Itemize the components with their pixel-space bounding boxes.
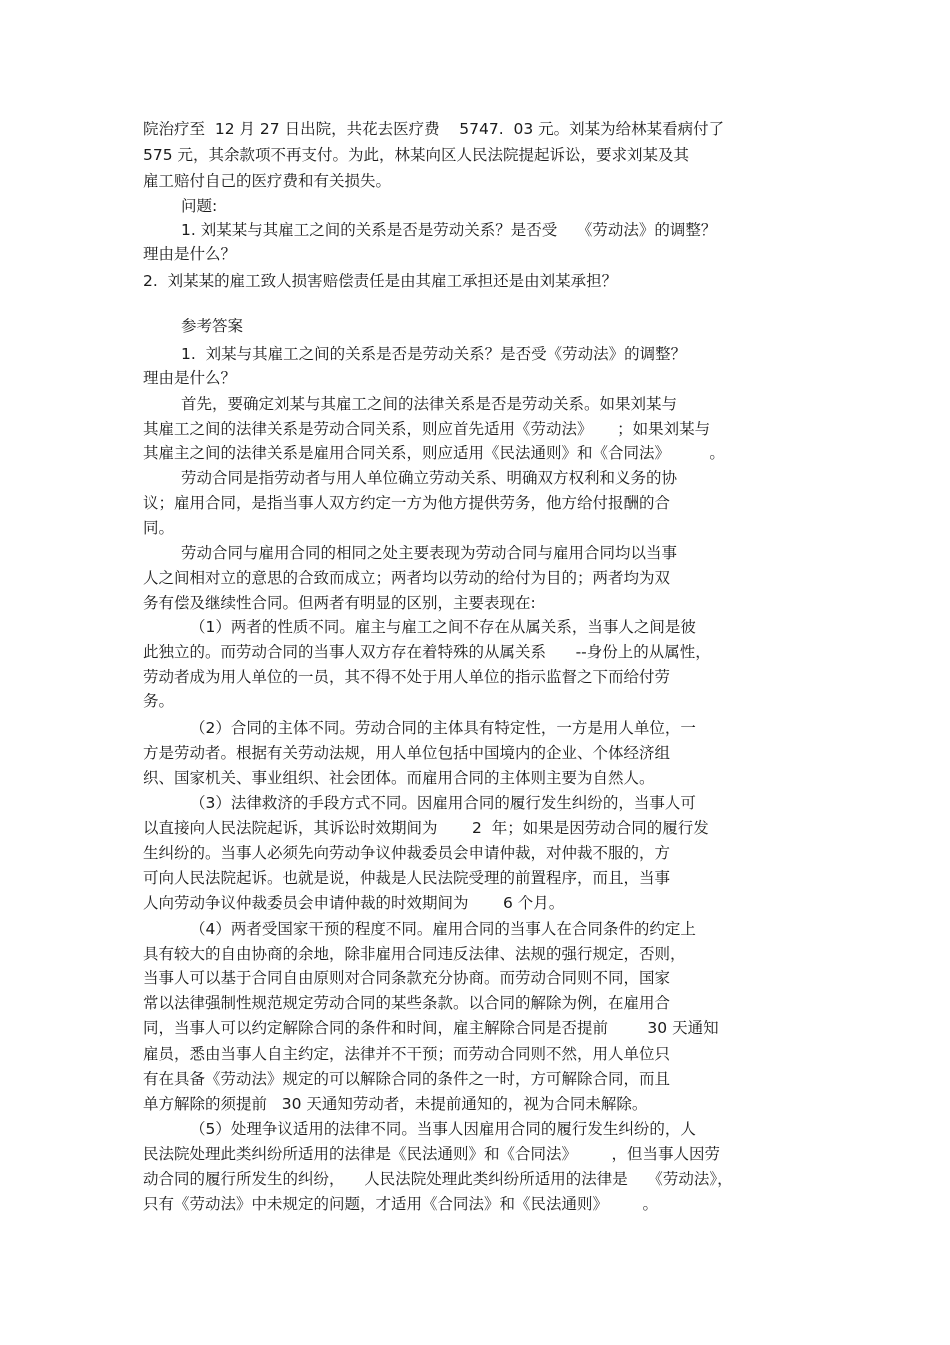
question-2: 2. 刘某某的雇工致人损害赔偿责任是由其雇工承担还是由刘某承担？	[143, 272, 618, 290]
text-line: 同。	[143, 519, 175, 537]
text-line: 人向劳动争议仲裁委员会申请仲裁的时效期间为 6 个月。	[143, 894, 565, 912]
list-item-start: （1）两者的性质不同。雇主与雇工之间不存在从属关系，当事人之间是彼	[190, 618, 696, 636]
text-line: 其雇工之间的法律关系是劳动合同关系，则应首先适用《劳动法》 ；如果刘某与	[143, 420, 711, 438]
text-line: 此独立的。而劳动合同的当事人双方存在着特殊的从属关系 --身份上的从属性，	[143, 643, 711, 661]
section-label-questions: 问题:	[181, 197, 218, 215]
text-line: 理由是什么？	[143, 245, 237, 263]
text-line: 同，当事人可以约定解除合同的条件和时间，雇主解除合同是否提前 30 天通知	[143, 1019, 719, 1037]
text-line: 人之间相对立的意思的合致而成立；两者均以劳动的给付为目的；两者均为双	[143, 569, 671, 587]
paragraph-start: 劳动合同与雇用合同的相同之处主要表现为劳动合同与雇用合同均以当事	[181, 544, 678, 562]
text-line: 生纠纷的。当事人必须先向劳动争议仲裁委员会申请仲裁，对仲裁不服的，方	[143, 844, 671, 862]
text-line: 单方解除的须提前 30 天通知劳动者，未提前通知的，视为合同未解除。	[143, 1095, 648, 1113]
text-line: 有在具备《劳动法》规定的可以解除合同的条件之一时，方可解除合同，而且	[143, 1070, 671, 1088]
section-label-answers: 参考答案	[181, 317, 244, 335]
text-line: 常以法律强制性规范规定劳动合同的某些条款。以合同的解除为例，在雇用合	[143, 994, 671, 1012]
text-line: 575 元，其余款项不再支付。为此，林某向区人民法院提起诉讼，要求刘某及其	[143, 146, 690, 164]
answer-heading-1: 1. 刘某与其雇工之间的关系是否是劳动关系？是否受《劳动法》的调整？	[181, 345, 687, 363]
text-line: 当事人可以基于合同自由原则对合同条款充分协商。而劳动合同则不同，国家	[143, 969, 671, 987]
text-line: 方是劳动者。根据有关劳动法规，用人单位包括中国境内的企业、个体经济组	[143, 744, 671, 762]
paragraph-start: 首先，要确定刘某与其雇工之间的法律关系是否是劳动关系。如果刘某与	[181, 395, 678, 413]
text-line: 只有《劳动法》中未规定的问题，才适用《合同法》和《民法通则》 。	[143, 1195, 658, 1213]
text-line: 劳动者成为用人单位的一员，其不得不处于用人单位的指示监督之下而给付劳	[143, 668, 671, 686]
list-item-start: （4）两者受国家干预的程度不同。雇用合同的当事人在合同条件的约定上	[190, 920, 696, 938]
text-line: 以直接向人民法院起诉，其诉讼时效期间为 2 年；如果是因劳动合同的履行发	[143, 819, 709, 837]
text-line: 可向人民法院起诉。也就是说，仲裁是人民法院受理的前置程序，而且，当事	[143, 869, 671, 887]
text-line: 其雇主之间的法律关系是雇用合同关系，则应适用《民法通则》和《合同法》 。	[143, 444, 725, 462]
text-line: 务有偿及继续性合同。但两者有明显的区别，主要表现在:	[143, 594, 536, 612]
list-item-start: （2）合同的主体不同。劳动合同的主体具有特定性，一方是用人单位，一	[190, 719, 696, 737]
text-line: 雇员，悉由当事人自主约定，法律并不干预；而劳动合同则不然，用人单位只	[143, 1045, 671, 1063]
list-item-start: （3）法律救济的手段方式不同。因雇用合同的履行发生纠纷的，当事人可	[190, 794, 696, 812]
text-line: 院治疗至 12 月 27 日出院，共花去医疗费 5747. 03 元。刘某为给林某看病付了	[143, 120, 725, 138]
list-item-start: （5）处理争议适用的法律不同。当事人因雇用合同的履行发生纠纷的，人	[190, 1120, 696, 1138]
text-line: 议；雇用合同，是指当事人双方约定一方为他方提供劳务，他方给付报酬的合	[143, 494, 671, 512]
text-line: 织、国家机关、事业组织、社会团体。而雇用合同的主体则主要为自然人。	[143, 769, 655, 787]
text-line: 具有较大的自由协商的余地，除非雇用合同违反法律、法规的强行规定，否则，	[143, 945, 686, 963]
text-line: 理由是什么？	[143, 369, 237, 387]
text-line: 雇工赔付自己的医疗费和有关损失。	[143, 172, 392, 190]
text-line: 动合同的履行所发生的纠纷， 人民法院处理此类纠纷所适用的法律是 《劳动法》，	[143, 1170, 733, 1188]
text-line: 务。	[143, 692, 175, 710]
paragraph-start: 劳动合同是指劳动者与用人单位确立劳动关系、明确双方权利和义务的协	[181, 469, 678, 487]
question-1: 1. 刘某某与其雇工之间的关系是否是劳动关系？是否受 《劳动法》的调整？	[181, 221, 717, 239]
text-line: 民法院处理此类纠纷所适用的法律是《民法通则》和《合同法》 ，但当事人因劳	[143, 1145, 720, 1163]
